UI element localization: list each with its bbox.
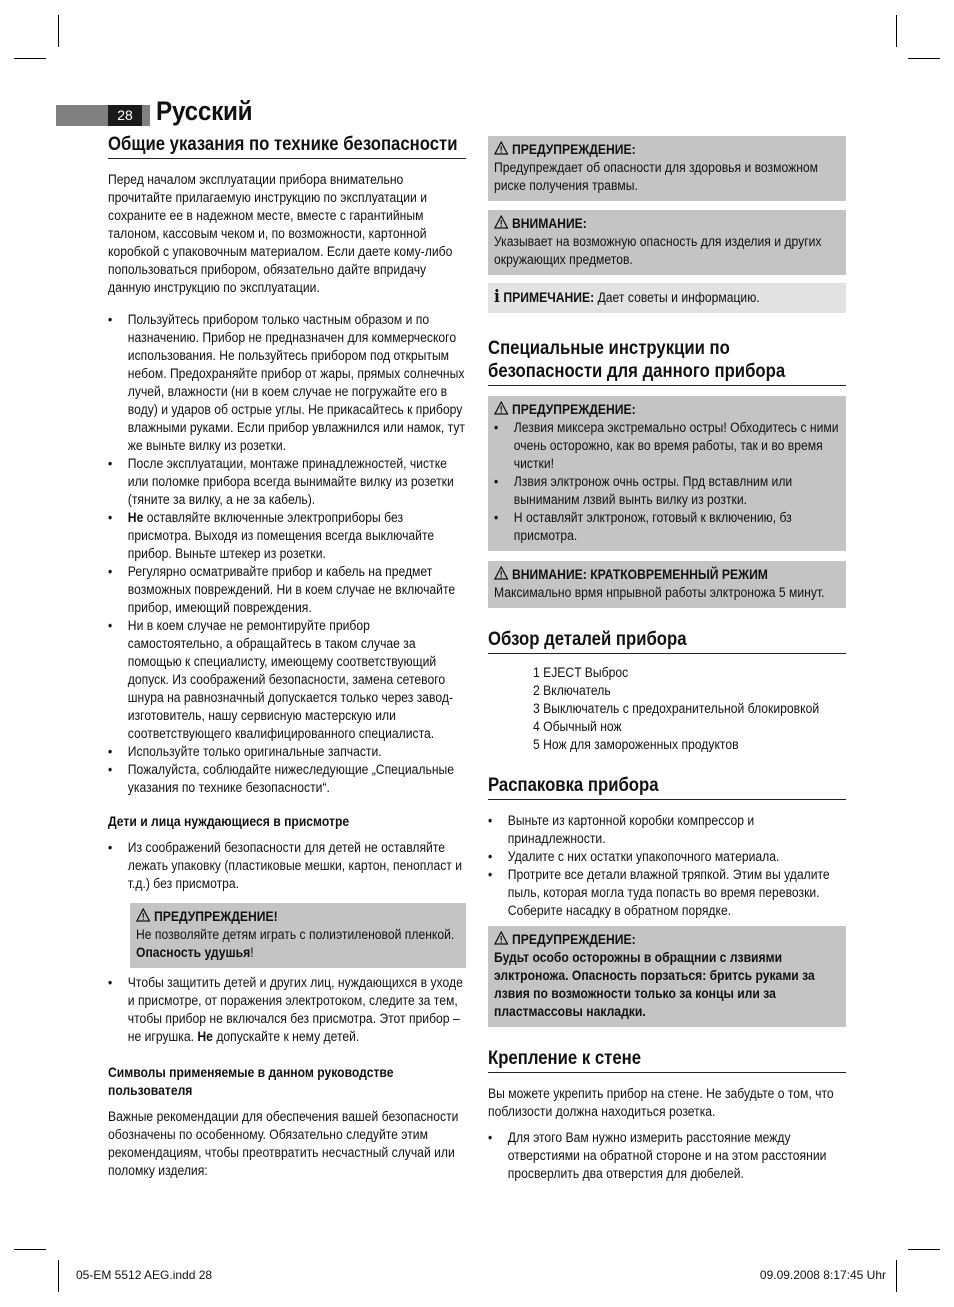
section-title-safety: Общие указания по технике безопасности (108, 134, 458, 155)
caution-definition-box (488, 210, 846, 275)
section-title-unpack: Распаковка прибора (488, 775, 659, 796)
crop-mark (908, 58, 940, 59)
warning-title: ПРЕДУПРЕЖДЕНИЕ: (512, 142, 636, 157)
language-title: Русский (156, 96, 253, 126)
warning-text: Предупреждает об опасности для здоровья и возможном риске получения травмы. (494, 160, 819, 193)
list-item: • После эксплуатации, монтаже принадлежностей, чистке или поломке прибора всегда вынимайте вилку из розетки (тяните за вилку, а не за кабель). (108, 455, 466, 509)
left-column (108, 133, 466, 1180)
list-item: • Пользуйтесь прибором только частным образом и по назначению. Прибор не предназначен для коммерческого использования. Не пользуйтесь прибором под открытым небом. Предохраняйте прибор от жары, прямых солнечных лучей, влажности (ни в коем случае не погружайте его в воду) и ударов об острые углы. Не прикасайтесь к прибору влажными руками. Если прибор увлажнился или намок, тут же выньте вилку из розетки. (108, 311, 466, 455)
short-time-text: Максимально врмя нпрывной работы элктроножа 5 минут. (494, 585, 825, 600)
section-title-special: Специальные инструкции по безопасности для данного прибора (488, 338, 786, 382)
info-icon: i (494, 287, 500, 307)
list-item: • Протрите все детали влажной тряпкой. Этим вы удалите пыль, которая могла туда попасть во время перевозки. Соберите насадку в обратном порядке. (488, 866, 846, 920)
crop-mark (58, 1260, 59, 1292)
list-item: 4 Обычный нож (533, 719, 622, 734)
warning-triangle-icon (494, 401, 508, 415)
special-warning-list (494, 419, 840, 545)
children-warning-box (130, 903, 466, 968)
list-item: • Лезвия миксера экстремально остры! Обходитесь с ними очень осторожно, как во время работы, так и во время чистки! (494, 419, 840, 473)
warning-title: ПРЕДУПРЕЖДЕНИЕ: (512, 402, 636, 417)
list-item: • Из соображений безопасности для детей не оставляйте лежать упаковку (пластиковые мешки, картон, пенопласт и т.д.) без присмотра. (108, 839, 466, 893)
parts-list (488, 664, 891, 754)
warning-triangle-icon (494, 141, 508, 155)
list-item: • Пожалуйста, соблюдайте нижеследующие „Специальные указания по технике безопасности“. (108, 761, 466, 797)
warning-definition-box (488, 136, 846, 201)
list-item: • Регулярно осматривайте прибор и кабель на предмет возможных повреждений. Ни в коем случае не включайте прибор, имеющий повреждения. (108, 563, 466, 617)
warning-text: Будьт особо осторожны в обращнии с лзвиями элктроножа. Опасность порзаться: бритсь руками за лзвия по возможности только за концы или за пластмассовы накладки. (494, 950, 815, 1019)
unpack-warning-box (488, 926, 846, 1027)
list-item: 1 EJECT Выброс (533, 665, 629, 680)
caution-text: Указывает на возможную опасность для изделия и других окружающих предметов. (494, 234, 822, 267)
list-item: 5 Нож для замороженных продуктов (533, 737, 739, 752)
warning-title: ПРЕДУПРЕЖДЕНИЕ: (512, 932, 636, 947)
crop-mark (896, 1260, 897, 1292)
warning-triangle-icon (494, 566, 508, 580)
special-warning-box (488, 396, 846, 551)
crop-mark (14, 58, 46, 59)
short-time-title: ВНИМАНИЕ: КРАТКОВРЕМЕННЫЙ РЕЖИМ (512, 567, 768, 582)
crop-mark (908, 1249, 940, 1250)
crop-mark (14, 1249, 46, 1250)
list-item: 2 Включатель (533, 683, 611, 698)
list-item: 3 Выключатель с предохранительной блокировкой (533, 701, 820, 716)
section-title-wall: Крепление к стене (488, 1048, 642, 1069)
warning-title: ПРЕДУПРЕЖДЕНИЕ! (154, 909, 278, 924)
short-time-box (488, 561, 846, 608)
list-item: • Не оставляйте включенные электроприборы без присмотра. Выходя из помещения всегда выключайте прибор. Выньте штекер из розетки. (108, 509, 466, 563)
safety-list (108, 311, 466, 797)
crop-mark (896, 15, 897, 47)
symbols-heading: Символы применяемые в данном руководстве пользователя (108, 1065, 394, 1098)
note-text: Дает советы и информацию. (594, 290, 760, 305)
warning-triangle-icon (136, 908, 150, 922)
list-item: • Выньте из картонной коробки компрессор и принадлежности. (488, 812, 846, 848)
list-item: • Чтобы защитить детей и других лиц, нуждающихся в уходе и присмотре, от поражения электротоком, следите за тем, чтобы прибор не включался без присмотра. Этот прибор – не игрушка. Не допускайте к нему детей. (108, 974, 466, 1046)
list-item: • Н оставляйт элктронож, готовый к включению, бз присмотра. (494, 509, 840, 545)
children-heading: Дети и лица нуждающиеся в присмотре (108, 814, 350, 829)
crop-mark (58, 15, 59, 47)
footer-date: 09.09.2008 8:17:45 Uhr (759, 1268, 886, 1282)
list-item: • Ни в коем случае не ремонтируйте прибор самостоятельно, а обращайтесь в таком случае за помощью к специалисту, имеющему соответствующий допуск. Из соображений безопасности, замена сетевого шнура на равнозначный допускается только через завод-изготовитель, нашу сервисную мастерскую или соответствующего квалифицированного специалиста. (108, 617, 466, 743)
page-number: 28 (108, 105, 142, 126)
symbols-paragraph: Важные рекомендации для обеспечения вашей безопасности обозначены по особенному. Обязательно следуйте этим рекомендациям, чтобы преотвратить несчастный случай или поломку изделия: (108, 1109, 459, 1178)
right-column (488, 136, 846, 1183)
warning-triangle-icon (494, 215, 508, 229)
warning-text: Не позволяйте детям играть с полиэтиленовой пленкой. Опасность удушья! (136, 927, 455, 960)
children-list-2 (108, 974, 466, 1046)
section-title-overview: Обзор деталей прибора (488, 629, 687, 650)
list-item: • Удалите с них остатки упакопочного материала. (488, 848, 846, 866)
children-list (108, 839, 466, 893)
caution-title: ВНИМАНИЕ: (512, 216, 587, 231)
warning-triangle-icon (494, 931, 508, 945)
list-item: • Используйте только оригинальные запчасти. (108, 743, 466, 761)
list-item: • Лзвия элктронож очнь остры. Прд вставлним или выниманим лзвий вынть вилку из розтки. (494, 473, 840, 509)
list-item: • Для этого Вам нужно измерить расстояние между отверстиями на обратной стороне и на этом расстоянии просверлить два отверстия для дюбелей. (488, 1129, 846, 1183)
wall-paragraph: Вы можете укрепить прибор на стене. Не забудьте о том, что поблизости должна находиться розетка. (488, 1086, 834, 1119)
intro-paragraph: Перед началом эксплуатации прибора внимательно прочитайте прилагаемую инструкцию по эксплуатации и сохраните ее в надежном месте, вместе с гарантийным талоном, кассовым чеком и, по возможности, картонной коробкой с упаковочным материалом. Если даете кому-либо попользоваться прибором, обязательно дайте впридачу данную инструкцию по эксплуатации. (108, 172, 453, 295)
footer-file: 05-EM 5512 AEG.indd 28 (76, 1268, 213, 1282)
wall-list (488, 1129, 846, 1183)
note-title: ПРИМЕЧАНИЕ: (503, 290, 595, 305)
unpack-list (488, 812, 846, 920)
note-definition-box (488, 283, 846, 313)
